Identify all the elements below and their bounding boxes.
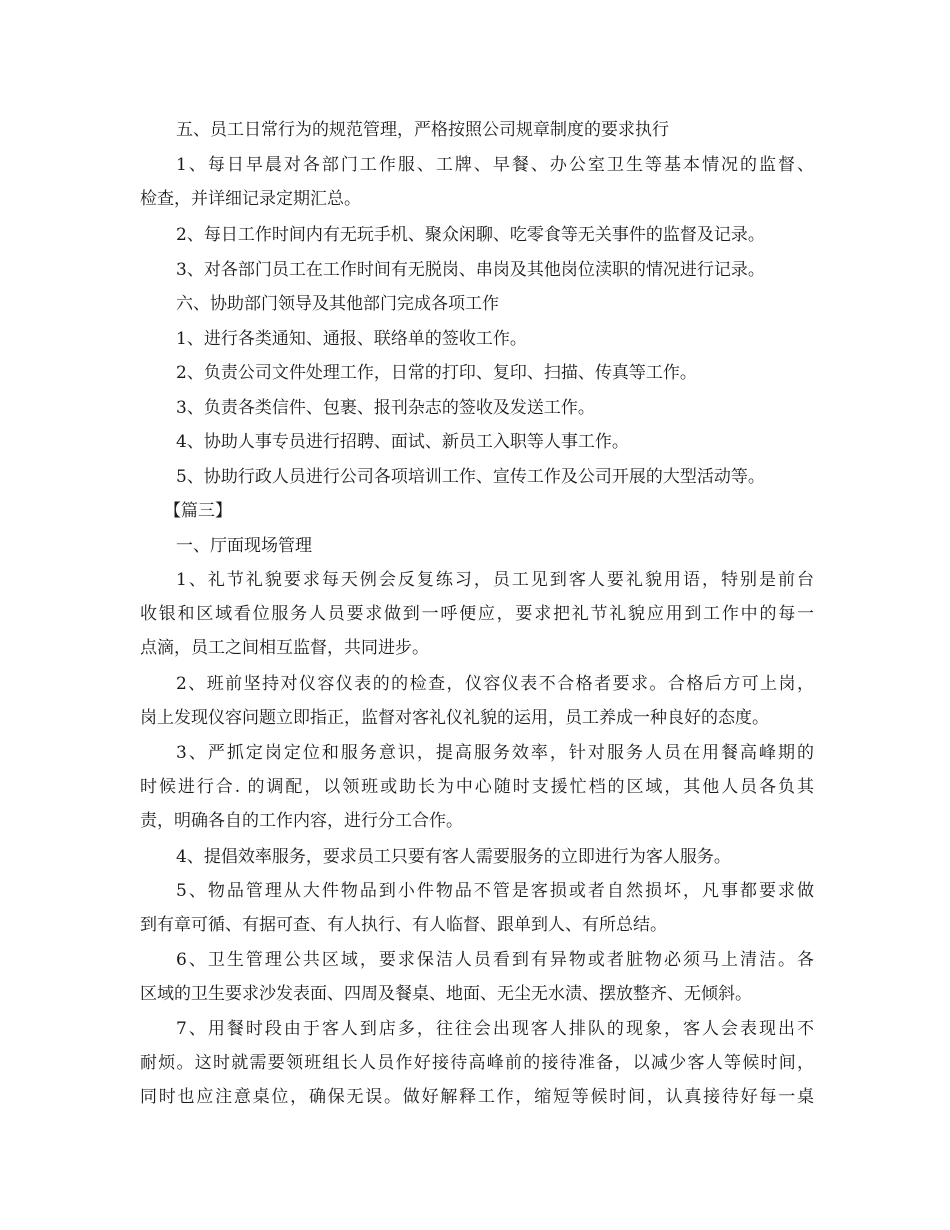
paragraph: [140, 563, 814, 665]
text-line: 2、负责公司文件处理工作，日常的打印、复印、扫描、传真等工作。: [176, 363, 697, 383]
text-line: 5、物品管理从大件物品到小件物品不管是客损或者自然损坏，凡事都要求做: [176, 881, 814, 901]
paragraph: [140, 218, 814, 252]
text-line: 一、厅面现场管理: [176, 536, 312, 556]
paragraph: [140, 356, 814, 390]
chapter-heading: [140, 494, 814, 528]
text-line: 【篇三】: [164, 501, 232, 521]
section-six-heading: [140, 287, 814, 321]
paragraph: [140, 148, 814, 216]
text-line: 6、卫生管理公共区域，要求保洁人员看到有异物或者脏物必须马上清洁。各: [176, 950, 814, 970]
text-line: 岗上发现仪容问题立即指正，监督对客礼仪礼貌的运用，员工养成一种良好的态度。: [140, 708, 769, 728]
text-line: 同时也应注意桌位，确保无误。做好解释工作，缩短等候时间，认真接待好每一桌: [140, 1087, 814, 1107]
paragraph: [140, 874, 814, 942]
text-line: 耐烦。这时就需要领班组长人员作好接待高峰前的接待准备，以减少客人等候时间，: [140, 1053, 814, 1073]
paragraph: [140, 1012, 814, 1114]
text-line: 时候进行合. 的调配，以领班或助长为中心随时支援忙档的区域，其他人员各负其: [140, 777, 814, 797]
paragraph: [140, 322, 814, 356]
paragraph: [140, 425, 814, 459]
text-line: 1、礼节礼貌要求每天例会反复练习，员工见到客人要礼貌用语，特别是前台: [176, 570, 814, 590]
paragraph: [140, 253, 814, 287]
text-line: 1、每日早晨对各部门工作服、工牌、早餐、办公室卫生等基本情况的监督、: [176, 155, 814, 175]
paragraph: [140, 667, 814, 735]
text-line: 4、提倡效率服务，要求员工只要有客人需要服务的立即进行为客人服务。: [176, 847, 731, 867]
section-one-heading: [140, 529, 814, 563]
text-line: 3、负责各类信件、包裹、报刊杂志的签收及发送工作。: [176, 398, 595, 418]
text-line: 区域的卫生要求沙发表面、四周及餐桌、地面、无尘无水渍、摆放整齐、无倾斜。: [140, 984, 752, 1004]
text-line: 4、协助人事专员进行招聘、面试、新员工入职等人事工作。: [176, 432, 629, 452]
text-line: 责，明确各自的工作内容，进行分工合作。: [140, 811, 463, 831]
text-line: 5、协助行政人员进行公司各项培训工作、宣传工作及公司开展的大型活动等。: [176, 467, 765, 487]
paragraph: [140, 736, 814, 838]
text-line: 五、员工日常行为的规范管理，严格按照公司规章制度的要求执行: [176, 120, 669, 140]
text-line: 点滴，员工之间相互监督，共同进步。: [140, 638, 429, 658]
text-line: 3、严抓定岗定位和服务意识，提高服务效率，针对服务人员在用餐高峰期的: [176, 743, 814, 763]
text-line: 3、对各部门员工在工作时间有无脱岗、串岗及其他岗位渎职的情况进行记录。: [176, 260, 765, 280]
text-line: 到有章可循、有据可查、有人执行、有人临督、跟单到人、有所总结。: [140, 915, 667, 935]
text-line: 检查，并详细记录定期汇总。: [140, 189, 361, 209]
text-line: 收银和区域看位服务人员要求做到一呼便应，要求把礼节礼貌应用到工作中的每一: [140, 604, 814, 624]
text-line: 2、班前坚持对仪容仪表的的检查，仪容仪表不合格者要求。合格后方可上岗，: [176, 674, 814, 694]
text-line: 1、进行各类通知、通报、联络单的签收工作。: [176, 329, 527, 349]
paragraph: [140, 943, 814, 1011]
text-line: 7、用餐时段由于客人到店多，往往会出现客人排队的现象，客人会表现出不: [176, 1019, 814, 1039]
text-line: 2、每日工作时间内有无玩手机、聚众闲聊、吃零食等无关事件的监督及记录。: [176, 225, 765, 245]
paragraph: [140, 840, 814, 874]
text-line: 六、协助部门领导及其他部门完成各项工作: [176, 294, 499, 314]
paragraph: [140, 391, 814, 425]
paragraph: [140, 460, 814, 494]
section-five-heading: [140, 113, 814, 147]
